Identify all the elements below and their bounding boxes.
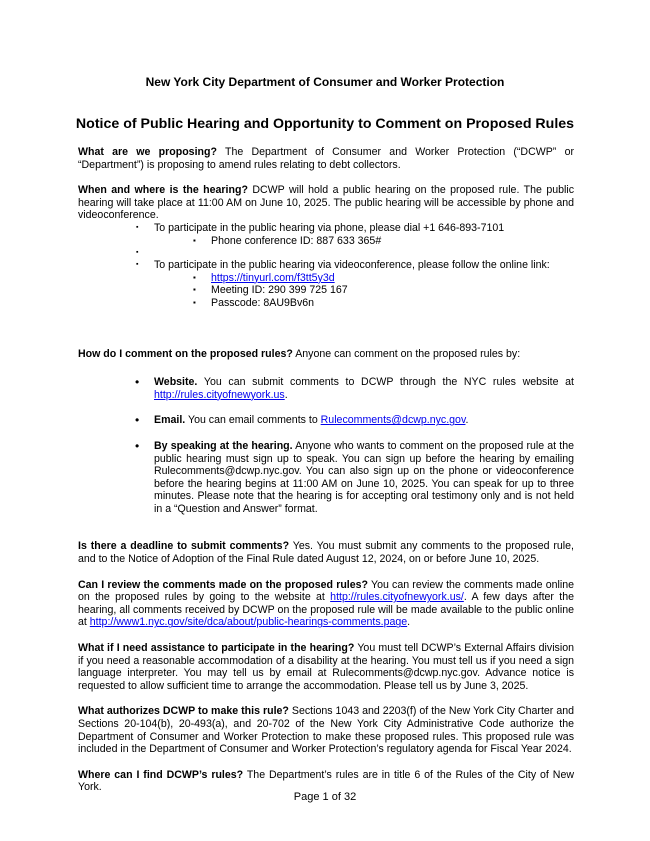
method-email (154, 414, 574, 427)
passcode: ▪ Passcode: 8AU9Bv6n (211, 297, 574, 310)
section-hearing (78, 184, 574, 222)
method-speak (154, 440, 574, 516)
section-deadline (78, 540, 574, 565)
section-proposing (78, 146, 574, 171)
rules-link[interactable]: http://rules.cityofnewyork.us/ (330, 591, 464, 604)
question: What are we proposing? (78, 146, 217, 158)
comments-page-link[interactable]: http://www1.nyc.gov/site/dca/about/public-hearings-comments.page (89, 616, 408, 629)
label: Email. (154, 414, 186, 427)
question: Where can I find DCWP’s rules? (78, 768, 244, 781)
agency-name: New York City Department of Consumer and Worker Protection (145, 75, 505, 89)
answer: Yes. You must submit any comments to the proposed rule, and to the Notice of Adoption of the Final Rule dated August 12, 2024, on or before June 10, 2025. (78, 540, 574, 566)
question: What authorizes DCWP to make this rule? (78, 705, 289, 718)
answer: DCWP will hold a public hearing on the proposed rule. The public hearing will take place at 11:00 AM on June 10, 2025. The public hearing will be accessible by phone and videoconference. (78, 184, 574, 222)
text: . (407, 616, 411, 629)
answer: The Department of Consumer and Worker Protection (“DCWP” or “Department”) is proposing to amend rules relating to debt collectors. (78, 146, 574, 171)
video-text: To participate in the public hearing via videoconference, please follow the online link: (154, 259, 550, 272)
section-authority (78, 705, 574, 755)
question: What if I need assistance to participate in the hearing? (78, 642, 355, 655)
text: Anyone who wants to comment on the proposed rule at the public hearing must sign up to speak. You can sign up before the hearing by emailing Rulecomments@dcwp.nyc.gov. You can also sign up on the phone or videoconference before the hearing begins at 11:00 AM on June 10, 2025. You can speak for up to three minutes. Please note that the hearing is for accepting oral testimony only and is not held in a “Question and Answer” format. (154, 439, 574, 515)
text: You can review the comments made online on the proposed rules by going to the website at (78, 578, 574, 604)
section-comment (78, 348, 574, 361)
page-title: Notice of Public Hearing and Opportunity to Comment on Proposed Rules (75, 116, 575, 132)
phone-text: To participate in the public hearing via phone, please dial +1 646-893-7101 (154, 221, 505, 234)
answer: Sections 1043 and 2203(f) of the New York City Charter and Sections 20-104(b), 20-493(a), and 20-702 of the New York City Administrative Code authorize the Department of Consumer and Worker Protection to make these proposed rules. This proposed rule was included in the Department of Consumer and Worker Protection’s regulatory agenda for Fiscal Year 2024. (78, 705, 575, 756)
comment-methods (78, 376, 574, 515)
rules-website-link[interactable]: http://rules.cityofnewyork.us (154, 388, 285, 401)
phone-option (154, 222, 574, 247)
section-review (78, 579, 574, 629)
video-option (154, 259, 574, 309)
answer: You must tell DCWP’s External Affairs division if you need a reasonable accommodation of a disability at the hearing. You must tell us if you need a sign language interpreter. You may tell us by email at Rulecomments@dcwp.nyc.gov. Advance notice is requested to allow sufficient time to arrange the accommodation. Please tell us by June 3, 2025. (78, 642, 574, 692)
text: . A few days after the hearing, all comments received by DCWP on the proposed rule will be made available to the public online at (78, 591, 574, 629)
question: Can I review the comments made on the proposed rules? (78, 578, 368, 591)
question: When and where is the hearing? (78, 184, 248, 197)
section-assistance (78, 642, 574, 692)
page-number: Page 1 of 32 (293, 791, 357, 803)
document-body (78, 146, 574, 807)
video-link[interactable]: https://tinyurl.com/f3tt5y3d (211, 271, 335, 284)
label: By speaking at the hearing. (154, 439, 293, 452)
text: . (465, 414, 469, 427)
label: Website. (154, 376, 198, 389)
answer: Anyone can comment on the proposed rules by: (292, 347, 521, 360)
text: You can submit comments to DCWP through the NYC rules website at (197, 376, 574, 389)
meeting-id: ▪ Meeting ID: 290 399 725 167 (211, 284, 574, 297)
text: . (284, 388, 288, 401)
answer: The Department’s rules are in title 6 of the Rules of the City of New York. (78, 768, 574, 794)
email-link[interactable]: Rulecomments@dcwp.nyc.gov (320, 414, 466, 427)
method-website (154, 376, 574, 401)
hearing-options (78, 222, 574, 310)
text: You can email comments to (185, 414, 321, 427)
phone-id: ▪ Phone conference ID: 887 633 365# (211, 235, 574, 248)
question: How do I comment on the proposed rules? (78, 347, 293, 360)
question: Is there a deadline to submit comments? (78, 540, 290, 553)
